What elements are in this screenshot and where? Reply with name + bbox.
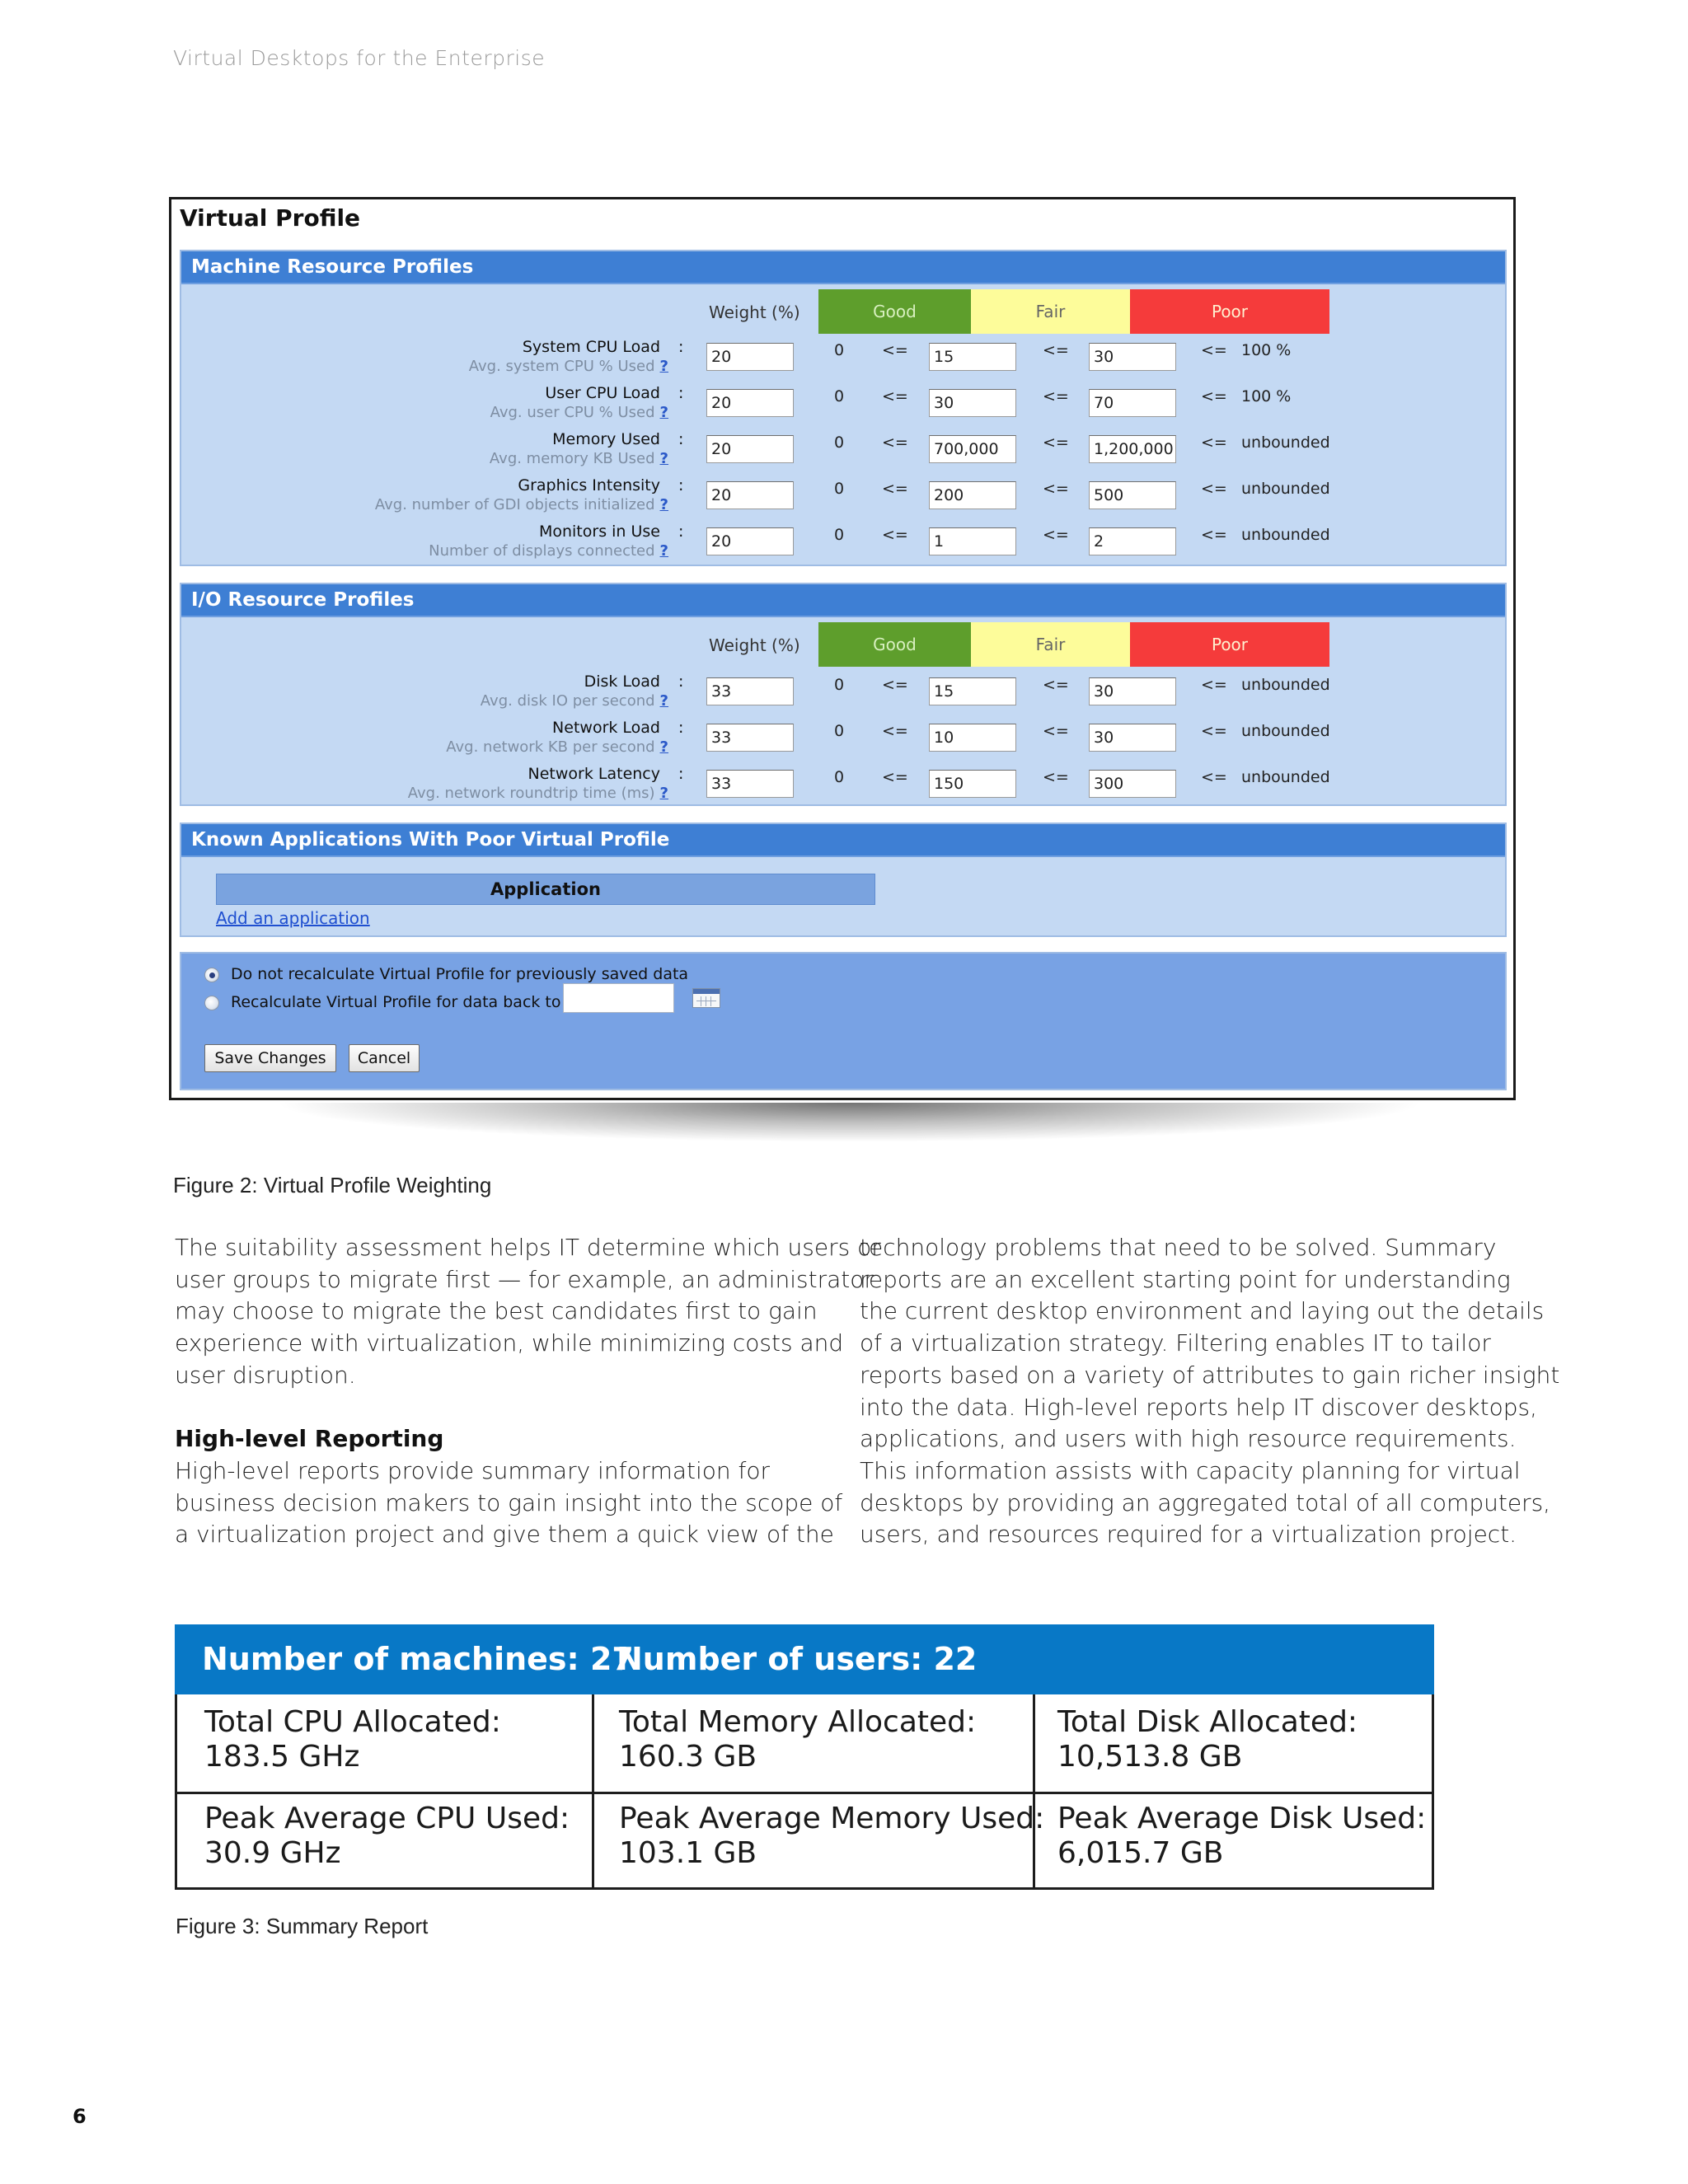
weight-input[interactable]: 33 (706, 677, 794, 705)
total-memory-allocated-cell (619, 1705, 976, 1774)
good-threshold-input[interactable]: 15 (929, 343, 1016, 371)
summary-label: Total Memory Allocated: (619, 1705, 977, 1739)
fair-threshold-input[interactable]: 300 (1089, 770, 1176, 798)
text-line: The suitability assessment helps IT determine which users or (175, 1234, 881, 1261)
weight-input[interactable]: 20 (706, 435, 794, 463)
help-link-icon[interactable]: ? (659, 692, 668, 710)
summary-label: Peak Average Memory Used: (619, 1802, 1045, 1835)
label-colon: : (678, 523, 684, 541)
text-line: into the data. High-level reports help IT discover desktops, (860, 1393, 1537, 1421)
number-of-users: Number of users: 22 (617, 1641, 978, 1677)
weight-input[interactable]: 20 (706, 527, 794, 555)
less-equal-sign: <= (1043, 480, 1069, 498)
less-equal-sign: <= (882, 676, 908, 694)
metric-description (408, 785, 668, 802)
virtual-profile-screenshot (169, 197, 1516, 1100)
profile-row (181, 765, 1505, 811)
body-column-right (860, 1232, 1560, 1551)
machine-header-row (181, 289, 1505, 334)
profile-row (181, 673, 1505, 719)
label-colon: : (678, 719, 684, 737)
summary-value: 103.1 GB (619, 1836, 757, 1870)
good-header: Good (818, 289, 971, 334)
peak-average-cpu-used-cell (204, 1802, 570, 1871)
less-equal-sign: <= (1201, 676, 1227, 694)
weight-input[interactable]: 20 (706, 481, 794, 509)
less-equal-sign: <= (882, 722, 908, 740)
summary-value: 30.9 GHz (204, 1836, 341, 1870)
radio-label: Recalculate Virtual Profile for data back to (231, 993, 561, 1011)
text-line: user groups to migrate first — for example, an administrator (175, 1265, 874, 1293)
radio-unselected-icon[interactable] (204, 996, 219, 1010)
total-disk-allocated-cell (1057, 1705, 1357, 1774)
io-section-header: I/O Resource Profiles (181, 584, 1505, 617)
help-link-icon[interactable]: ? (659, 404, 668, 421)
metric-label: System CPU Load (522, 338, 660, 356)
help-link-icon[interactable]: ? (659, 358, 668, 375)
metric-description-text: Avg. user CPU % Used (490, 404, 655, 421)
paragraph-suitability (175, 1232, 881, 1392)
weight-input[interactable]: 33 (706, 724, 794, 752)
text-line: reports based on a variety of attributes to gain richer insight (860, 1361, 1560, 1389)
body-column-left (175, 1232, 881, 1551)
range-min: 0 (834, 526, 845, 544)
range-max: unbounded (1241, 434, 1330, 452)
machine-resource-section (180, 250, 1507, 566)
summary-value: 183.5 GHz (204, 1740, 360, 1774)
good-threshold-input[interactable]: 15 (929, 677, 1016, 705)
profile-row (181, 384, 1505, 430)
known-apps-section (180, 823, 1507, 937)
metric-label: Graphics Intensity (518, 476, 660, 494)
weight-header: Weight (%) (709, 302, 800, 322)
less-equal-sign: <= (1201, 434, 1227, 452)
application-column-header[interactable]: Application (216, 874, 875, 905)
summary-label: Total CPU Allocated: (204, 1705, 501, 1739)
good-threshold-input[interactable]: 10 (929, 724, 1016, 752)
metric-label: User CPU Load (545, 384, 660, 402)
machine-section-header: Machine Resource Profiles (181, 251, 1505, 284)
summary-label: Peak Average Disk Used: (1057, 1802, 1427, 1835)
summary-value: 160.3 GB (619, 1740, 757, 1774)
metric-description-text: Avg. network KB per second (446, 738, 655, 756)
save-changes-button[interactable]: Save Changes (204, 1044, 336, 1072)
help-link-icon[interactable]: ? (659, 738, 668, 756)
range-min: 0 (834, 480, 845, 498)
peak-average-disk-used-cell (1057, 1802, 1426, 1871)
help-link-icon[interactable]: ? (659, 542, 668, 560)
label-colon: : (678, 673, 684, 691)
text-line: may choose to migrate the best candidates first to gain (175, 1297, 818, 1325)
less-equal-sign: <= (1043, 722, 1069, 740)
less-equal-sign: <= (882, 434, 908, 452)
label-colon: : (678, 338, 684, 356)
range-max: 100 % (1241, 387, 1292, 405)
range-min: 0 (834, 722, 845, 740)
metric-label: Network Latency (528, 765, 660, 783)
profile-row (181, 476, 1505, 523)
profile-row (181, 523, 1505, 569)
text-line: business decision makers to gain insight into the scope of (175, 1488, 843, 1516)
io-resource-section (180, 583, 1507, 806)
weight-input[interactable]: 33 (706, 770, 794, 798)
range-min: 0 (834, 387, 845, 405)
less-equal-sign: <= (1201, 768, 1227, 786)
help-link-icon[interactable]: ? (659, 785, 668, 802)
text-line: High-level reports provide summary information for (175, 1456, 771, 1484)
text-line: users, and resources required for a virtualization project. (860, 1521, 1517, 1549)
less-equal-sign: <= (882, 341, 908, 359)
fair-threshold-input[interactable]: 30 (1089, 677, 1176, 705)
range-min: 0 (834, 434, 845, 452)
recalculate-options (180, 952, 1507, 1090)
weight-input[interactable]: 20 (706, 343, 794, 371)
less-equal-sign: <= (882, 387, 908, 405)
recalculate-date-input[interactable] (563, 983, 674, 1013)
fair-threshold-input[interactable]: 30 (1089, 343, 1176, 371)
fair-threshold-input[interactable]: 500 (1089, 481, 1176, 509)
running-head: Virtual Desktops for the Enterprise (173, 46, 546, 70)
virtual-profile-title: Virtual Profile (180, 204, 361, 232)
metric-description-text: Avg. number of GDI objects initialized (374, 496, 655, 513)
table-divider (177, 1792, 1432, 1794)
less-equal-sign: <= (1043, 341, 1069, 359)
add-application-link[interactable]: Add an application (216, 908, 370, 928)
section-heading-high-level-reporting: High-level Reporting (175, 1425, 444, 1453)
text-line: This information assists with capacity planning for virtual (860, 1456, 1521, 1484)
figure-2-caption: Figure 2: Virtual Profile Weighting (173, 1173, 492, 1197)
text-line: user disruption. (175, 1361, 356, 1389)
poor-header: Poor (1130, 289, 1329, 334)
less-equal-sign: <= (1043, 768, 1069, 786)
less-equal-sign: <= (1043, 434, 1069, 452)
metric-description-text: Number of displays connected (429, 542, 655, 560)
range-min: 0 (834, 676, 845, 694)
label-colon: : (678, 430, 684, 448)
fair-header: Fair (971, 289, 1130, 334)
good-threshold-input[interactable]: 200 (929, 481, 1016, 509)
profile-row (181, 430, 1505, 476)
less-equal-sign: <= (1201, 341, 1227, 359)
metric-description (469, 358, 668, 375)
good-threshold-input[interactable]: 150 (929, 770, 1016, 798)
summary-label: Peak Average CPU Used: (204, 1802, 570, 1835)
fair-threshold-input[interactable]: 30 (1089, 724, 1176, 752)
metric-description (490, 404, 668, 421)
total-cpu-allocated-cell (204, 1705, 501, 1774)
summary-value: 10,513.8 GB (1057, 1740, 1243, 1774)
less-equal-sign: <= (1201, 480, 1227, 498)
text-line: technology problems that need to be solved. Summary (860, 1234, 1497, 1261)
text-line: desktops by providing an aggregated total of all computers, (860, 1488, 1551, 1516)
paragraph-summary-reports (860, 1232, 1560, 1551)
range-max: 100 % (1241, 341, 1292, 359)
metric-label: Network Load (552, 719, 660, 737)
fair-threshold-input[interactable]: 70 (1089, 389, 1176, 417)
good-threshold-input[interactable]: 1 (929, 527, 1016, 555)
text-line: a virtualization project and give them a quick view of the (175, 1521, 834, 1549)
text-line: of a virtualization strategy. Filtering enables IT to tailor (860, 1329, 1491, 1357)
io-header-row (181, 622, 1505, 667)
calendar-icon[interactable] (692, 988, 720, 1008)
apps-section-header: Known Applications With Poor Virtual Profile (181, 824, 1505, 857)
figure-shadow (272, 1103, 1426, 1142)
metric-label: Memory Used (552, 430, 660, 448)
profile-row (181, 719, 1505, 765)
metric-description-text: Avg. disk IO per second (480, 692, 655, 710)
summary-header (175, 1624, 1434, 1694)
metric-description-text: Avg. memory KB Used (489, 450, 655, 467)
metric-label: Monitors in Use (538, 523, 660, 541)
fair-threshold-input[interactable]: 1,200,000 (1089, 435, 1176, 463)
weight-input[interactable]: 20 (706, 389, 794, 417)
less-equal-sign: <= (1043, 526, 1069, 544)
metric-description-text: Avg. network roundtrip time (ms) (407, 785, 655, 802)
cancel-button[interactable]: Cancel (349, 1044, 420, 1072)
less-equal-sign: <= (882, 526, 908, 544)
help-link-icon[interactable]: ? (659, 496, 668, 513)
good-threshold-input[interactable]: 700,000 (929, 435, 1016, 463)
peak-average-memory-used-cell (619, 1802, 1044, 1871)
range-max: unbounded (1241, 526, 1330, 544)
radio-selected-icon[interactable] (204, 968, 219, 982)
range-min: 0 (834, 341, 845, 359)
metric-description (375, 496, 668, 513)
paragraph-high-level-reports (175, 1455, 843, 1551)
summary-value: 6,015.7 GB (1057, 1836, 1224, 1870)
page-number: 6 (73, 2105, 87, 2128)
range-max: unbounded (1241, 722, 1330, 740)
less-equal-sign: <= (1201, 722, 1227, 740)
text-line: applications, and users with high resource requirements. (860, 1425, 1517, 1453)
metric-description (481, 692, 668, 710)
radio-label: Do not recalculate Virtual Profile for previously saved data (231, 965, 689, 983)
profile-row (181, 338, 1505, 384)
less-equal-sign: <= (882, 480, 908, 498)
text-line: the current desktop environment and laying out the details (860, 1297, 1545, 1325)
less-equal-sign: <= (1201, 387, 1227, 405)
label-colon: : (678, 384, 684, 402)
less-equal-sign: <= (1043, 387, 1069, 405)
label-colon: : (678, 476, 684, 494)
less-equal-sign: <= (1201, 526, 1227, 544)
range-max: unbounded (1241, 480, 1330, 498)
help-link-icon[interactable]: ? (659, 450, 668, 467)
good-header: Good (818, 622, 971, 667)
number-of-machines: Number of machines: 27 (202, 1641, 634, 1677)
label-colon: : (678, 765, 684, 783)
metric-description (490, 450, 668, 467)
metric-label: Disk Load (584, 673, 660, 691)
metric-description-text: Avg. system CPU % Used (468, 358, 655, 375)
fair-threshold-input[interactable]: 2 (1089, 527, 1176, 555)
text-line: reports are an excellent starting point for understanding (860, 1265, 1511, 1293)
metric-description (446, 738, 668, 756)
good-threshold-input[interactable]: 30 (929, 389, 1016, 417)
range-min: 0 (834, 768, 845, 786)
summary-report-table (175, 1624, 1434, 1890)
range-max: unbounded (1241, 676, 1330, 694)
poor-header: Poor (1130, 622, 1329, 667)
figure-3-caption: Figure 3: Summary Report (176, 1914, 429, 1938)
weight-header: Weight (%) (709, 635, 800, 655)
less-equal-sign: <= (1043, 676, 1069, 694)
metric-description (429, 542, 668, 560)
text-line: experience with virtualization, while minimizing costs and (175, 1329, 844, 1357)
fair-header: Fair (971, 622, 1130, 667)
less-equal-sign: <= (882, 768, 908, 786)
summary-label: Total Disk Allocated: (1057, 1705, 1358, 1739)
range-max: unbounded (1241, 768, 1330, 786)
